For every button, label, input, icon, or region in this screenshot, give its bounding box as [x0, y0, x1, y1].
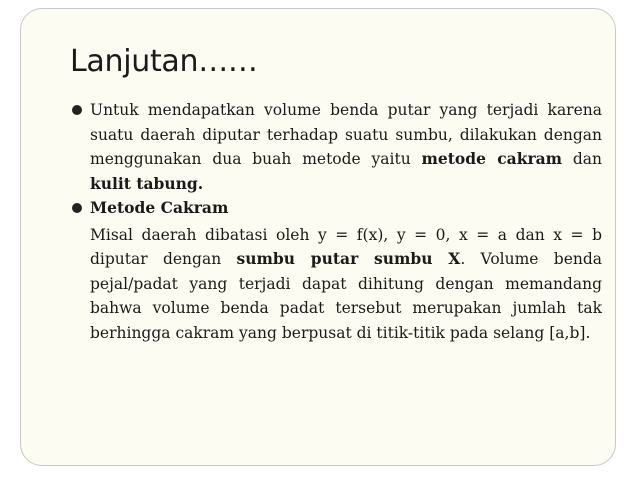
slide-body [72, 98, 602, 345]
bullet-conjunction: dan [562, 150, 603, 168]
section-heading: Metode Cakram [90, 198, 229, 217]
bullet-icon [72, 105, 82, 115]
paragraph-text-end: . Volume benda pejal/padat yang terjadi dapat dihitung dengan memandang bahwa volume benda padat tersebut merupakan jumlah tak berhingga cakram yang berpusat di titik-titik pada selang [a,b]. [90, 250, 603, 342]
bold-term-cakram: metode cakram [421, 149, 563, 168]
explanation-paragraph [72, 223, 602, 346]
slide-title: Lanjutan…… [70, 44, 258, 79]
bullet-item-heading [72, 196, 602, 221]
bullet-icon [72, 203, 82, 213]
bullet-item-methods [72, 98, 602, 196]
bold-term-kulit-tabung: kulit tabung. [90, 173, 204, 193]
bold-term-sumbu: sumbu putar sumbu X [236, 249, 461, 268]
paragraph-text-start: Misal daerah dibatasi oleh y = f(x), y = 0, x = a dan x = b diputar dengan [90, 225, 602, 268]
bullet-text: Untuk mendapatkan volume benda putar yang terjadi karena suatu daerah diputar terhadap suatu sumbu, dilakukan dengan menggunakan dua buah metode yaitu [90, 101, 602, 168]
